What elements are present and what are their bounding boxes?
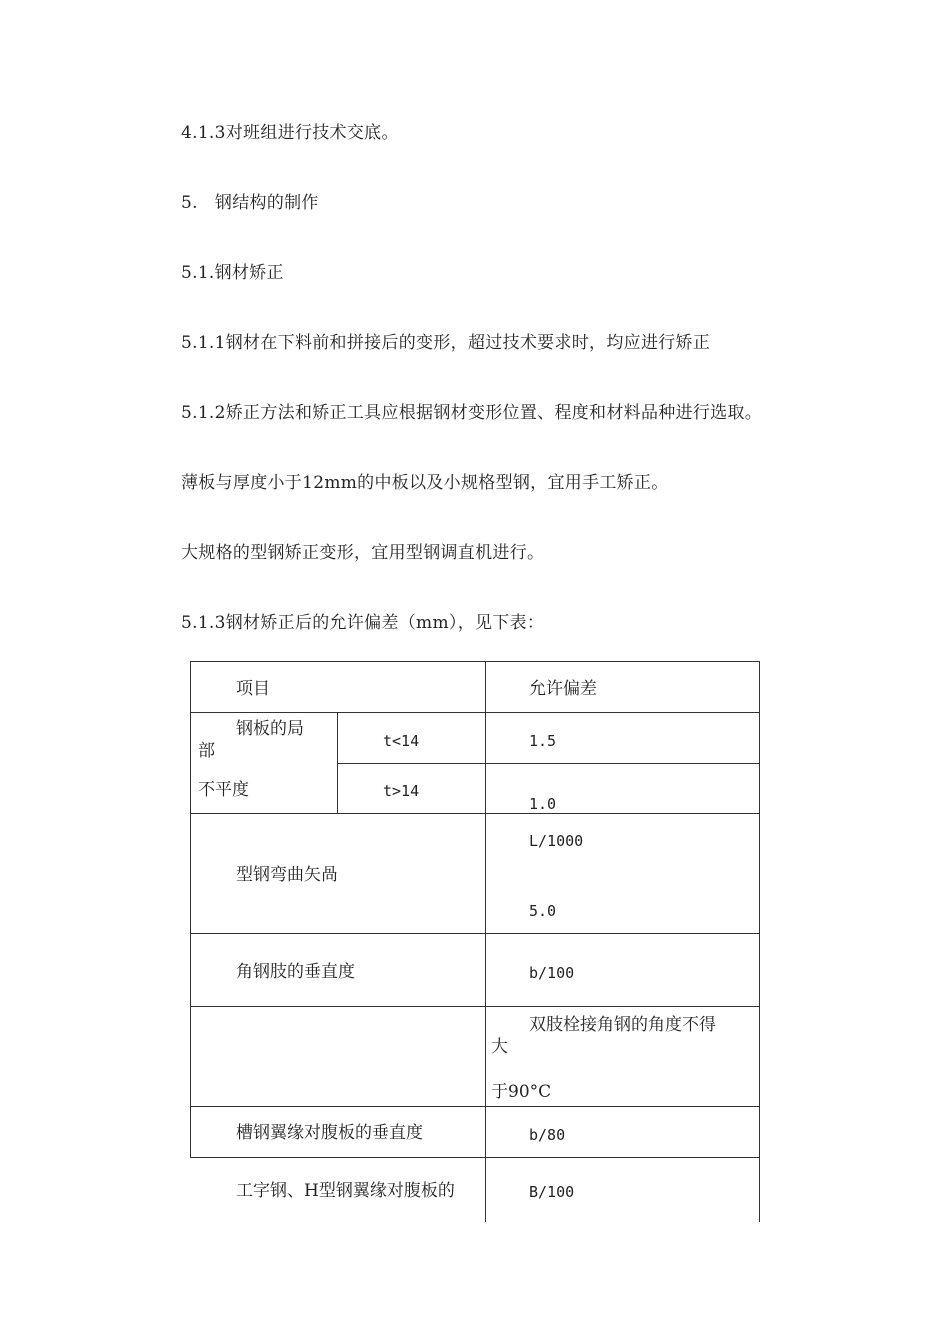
table-border-left — [190, 712, 191, 813]
table-rule — [190, 1006, 760, 1007]
table-border-left — [190, 933, 191, 1006]
table-border-left — [190, 1106, 191, 1157]
row1-label-line1: 钢板的局 — [236, 719, 304, 739]
table-rule — [190, 1106, 760, 1107]
row2-value-line2: 5.0 — [529, 902, 557, 920]
table-border-left — [190, 813, 191, 933]
row1-condition-2: t>14 — [383, 782, 420, 800]
row1-label-line2: 部 — [198, 741, 215, 761]
heading-5-1-steel-straightening: 5.1.钢材矫正 — [181, 263, 284, 283]
table-rule — [190, 712, 760, 713]
table-rule — [337, 763, 760, 764]
row4-value-line3: 于90°C — [491, 1082, 552, 1102]
paragraph-5-1-1: 5.1.1钢材在下料前和拼接后的变形，超过技术要求时，均应进行矫正 — [181, 333, 711, 353]
header-tolerance: 允许偏差 — [529, 679, 597, 699]
table-rule — [190, 813, 760, 814]
row3-value: b/100 — [529, 964, 575, 982]
row6-value: B/100 — [529, 1183, 575, 1201]
table-border-left — [190, 1006, 191, 1106]
row5-value: b/80 — [529, 1126, 566, 1144]
row1-label-line3: 不平度 — [198, 780, 249, 800]
row4-value-line1: 双肢栓接角钢的角度不得 — [529, 1015, 716, 1035]
row4-value-line2: 大 — [491, 1037, 508, 1057]
paragraph-4-1-3: 4.1.3对班组进行技术交底。 — [181, 123, 399, 143]
row5-label: 槽钢翼缘对腹板的垂直度 — [236, 1123, 423, 1143]
paragraph-5-1-2: 5.1.2矫正方法和矫正工具应根据钢材变形位置、程度和材料品种进行选取。 — [181, 403, 763, 423]
header-item: 项目 — [236, 679, 270, 699]
table-divider-sub — [337, 712, 338, 813]
table-rule — [190, 933, 760, 934]
row6-label: 工字钢、H型钢翼缘对腹板的 — [236, 1181, 455, 1201]
row2-label: 型钢弯曲矢咼 — [236, 865, 338, 885]
row2-value-line1: L/1000 — [529, 832, 584, 850]
heading-5-steel-fabrication: 5. 钢结构的制作 — [181, 193, 319, 213]
table-rule — [190, 1157, 760, 1158]
table-divider-main — [485, 661, 486, 1222]
paragraph-thin-plate: 薄板与厚度小于12mm的中板以及小规格型钢，宜用手工矫正。 — [181, 473, 669, 493]
table-border-right — [759, 661, 760, 1222]
row1-condition-1: t<14 — [383, 732, 420, 750]
paragraph-5-1-3: 5.1.3钢材矫正后的允许偏差（mm），见下表： — [181, 613, 545, 633]
row1-value-2: 1.0 — [529, 795, 557, 813]
row3-label: 角钢肢的垂直度 — [236, 962, 355, 982]
table-border-top — [190, 661, 760, 662]
row1-value-1: 1.5 — [529, 732, 557, 750]
table-border-left — [190, 661, 191, 712]
paragraph-large-section: 大规格的型钢矫正变形，宜用型钢调直机进行。 — [181, 543, 545, 563]
